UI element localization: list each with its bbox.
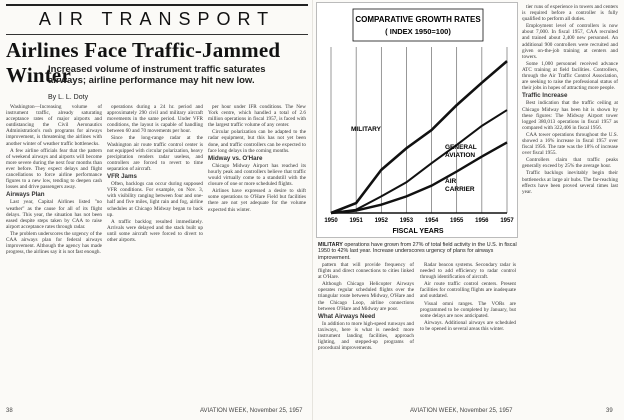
subhead: Traffic Increase xyxy=(522,92,568,100)
paragraph: Airlines have expressed a desire to shift some operations to O'Hare Field but facilities there are not yet adequate for the volume expected this winter. xyxy=(208,188,306,213)
series-label: CARRIER xyxy=(445,186,475,193)
x-tick-label: 1952 xyxy=(374,218,388,224)
paragraph: Best indication that the traffic ceiling at Chicago Midway has been hit is shown by these figures: The Midway Airport tower logged 380,013 operations in fiscal 1957 as compared with 322,406 in fiscal 1956. xyxy=(522,100,618,131)
paragraph: Employment level of controllers is now about 7,000. In fiscal 1957, CAA recruited and trained about 2,400 new personnel. An additional 900 controllers were recruited and given on-the-job training at centers and towers. xyxy=(522,23,618,60)
paragraph: pattern that will provide frequency of flights and direct connections to cities linked at O'Hare. xyxy=(318,262,414,281)
folio-date-right: AVIATION WEEK, November 25, 1957 xyxy=(410,408,513,414)
x-tick-label: 1951 xyxy=(349,218,363,224)
subhead: What Airways Need xyxy=(318,312,376,320)
text-column-4 xyxy=(318,262,414,404)
paragraph: CAA tower operations throughout the U.S. showed a 16% increase in fiscal 1957 over fiscal 1956. The rate was the 18% of increase over fiscal 1955. xyxy=(522,131,618,157)
x-tick-label: 1957 xyxy=(500,218,514,224)
series-label: MILITARY xyxy=(351,126,381,133)
paragraph: per hour under IFR conditions. The New York centre, which handled a total of 2.6 million operations in fiscal 1957, is faced with the largest traffic volume of any center. xyxy=(208,104,306,129)
subhead: Midway vs. O'Hare xyxy=(208,154,263,162)
growth-chart-svg xyxy=(317,3,519,239)
paragraph: Visual omni ranges. The VORs are programmed to be completed by January, but some delays are now anticipated. xyxy=(420,300,516,319)
paragraph: Since the long-range radar at the Washington air route traffic control center is not equipped with circular polarization, heavy precipitation renders radar useless, and controllers are forced to revert to time separation of aircraft. xyxy=(107,135,203,172)
text-column-3 xyxy=(208,104,306,404)
folio-right: 39 xyxy=(606,408,613,414)
caption-text: operations have grown from 27% of total field activity in the U.S. in fiscal 1950 to 42% last year. Increase underscores urgency of plans for airways improvement. xyxy=(318,242,517,261)
paragraph: Often, backlogs can occur during supposed VFR conditions. For example, on Nov. 3, with visibility ranging between four and one-half and five miles, light rain and fog, airline schedules at Chicago Midway began to back up. xyxy=(107,181,203,218)
text-column-5 xyxy=(420,262,516,404)
text-column-1 xyxy=(6,104,102,404)
paragraph: The problem underscores the urgency of the CAA airways plan for federal airways improvement. Although the agency has made progress, the airlines say it is not fast enough. xyxy=(6,230,102,256)
article-headline: Airlines Face Traffic-Jammed Winter xyxy=(6,38,281,87)
paragraph: Air route traffic control centers. Present facilities for controlling flights are inadequate and outdated. xyxy=(420,281,516,300)
chart-caption xyxy=(318,242,518,261)
paragraph: Airways. Additional airways are scheduled to be opened in several areas this winter. xyxy=(420,319,516,332)
page-gutter xyxy=(312,0,313,420)
paragraph: operations during a 24 hr. period and approximately 290 civil and military aircraft movements in the same period. Under VFR conditions, the layout is capable of handling between 60 and 70 movements per hour. xyxy=(107,104,203,135)
paragraph: Although Chicago Helicopter Airways operates regular scheduled flights over the triangular route between Midway, O'Hare and the Chicago Loop, airline connections between O'Hare and Midway are poor. xyxy=(318,281,414,312)
subhead: VFR Jams xyxy=(107,173,137,181)
text-column-2 xyxy=(107,104,203,404)
chart-title: COMPARATIVE GROWTH RATES xyxy=(355,15,481,24)
paragraph: A few airline officials fear that the pattern of weekend airways and airports will become more severe during the next four months than ever before. They expect delays and flight cancellations to force airline performance figures to a new low, tending to deepen cash losses and drive passengers away. xyxy=(6,147,102,191)
paragraph: In addition to more high-speed runways and taxiways, here is what is needed: more instrument landing facilities, approach lighting, and stepped-up programs of procedural improvements. xyxy=(318,320,414,352)
subhead: Airways Plan xyxy=(6,191,45,199)
paragraph: Some 1,000 personnel received advance ATC training at field facilities. Controllers, through the Air Traffic Control Association, are seeking to raise the professional status of their jobs in hopes of attracting more people. xyxy=(522,60,618,92)
paragraph: Chicago Midway Airport has reached its hourly peak and controllers believe that traffic would virtually come to a standstill with the closure of one or more scheduled flights. xyxy=(208,162,306,188)
caption-lead: MILITARY xyxy=(318,242,343,248)
paragraph: A traffic backlog resulted immediately. Arrivals were delayed and the stack built up until some aircraft were forced to divert to other airports. xyxy=(107,218,203,243)
chart-subtitle: ( INDEX 1950=100) xyxy=(385,27,451,36)
paragraph: Radar beacon systems. Secondary radar is needed to add efficiency to radar control through identification of aircraft. xyxy=(420,262,516,281)
section-rule xyxy=(6,34,308,35)
x-tick-label: 1953 xyxy=(399,218,414,224)
paragraph: Traffic backlogs inevitably begin their bottlenecks at large air hubs. The far-reaching effects have been proved several times last year. xyxy=(522,170,618,195)
series-label: AIR xyxy=(445,178,457,185)
x-tick-label: 1954 xyxy=(424,218,439,224)
paragraph: Circular polarization can be adapted to the radar equipment, but this has not yet been done, and traffic controllers can be expected to face long delays in the coming months. xyxy=(208,129,306,154)
folio-date-left: AVIATION WEEK, November 25, 1957 xyxy=(200,408,303,414)
paragraph: Last year, Capital Airlines listed "no weather" as the cause for all of its flight delays. This year, the situation has not been eased despite steps taken by CAA to raise airport acceptance rates through radar. xyxy=(6,199,102,230)
series-label: AVIATION xyxy=(445,152,476,159)
paragraph: Controllers claim that traffic peaks generally exceed by 25% the average hour. xyxy=(522,157,618,170)
section-title: AIR TRANSPORT xyxy=(38,9,276,29)
series-label: GENERAL xyxy=(445,144,477,151)
article-deck: Increased volume of instrument traffic saturates airways; airline performance may hit new low. xyxy=(48,64,266,86)
folio-left: 38 xyxy=(6,408,13,414)
chart-xlabel: FISCAL YEARS xyxy=(392,228,444,235)
paragraph: tier runs of experience in towers and centers is required before a controller is fully qualified to perform all duties. xyxy=(522,4,618,23)
x-tick-label: 1956 xyxy=(475,218,489,224)
chart-title-box xyxy=(353,9,483,41)
x-tick-label: 1955 xyxy=(450,218,464,224)
growth-chart xyxy=(316,2,518,238)
top-rule xyxy=(6,4,308,6)
text-column-6 xyxy=(522,4,618,404)
x-tick-label: 1950 xyxy=(324,218,338,224)
article-byline: By L. L. Doty xyxy=(48,94,89,101)
paragraph: Washington—Increasing volume of instrument traffic, already saturating acceptance rates of major airports and outdistancing the Civil Aeronautics Administration's rush programs for airways improvement, is threatening the airlines with another winter of weather traffic bottlenecks. xyxy=(6,104,102,147)
